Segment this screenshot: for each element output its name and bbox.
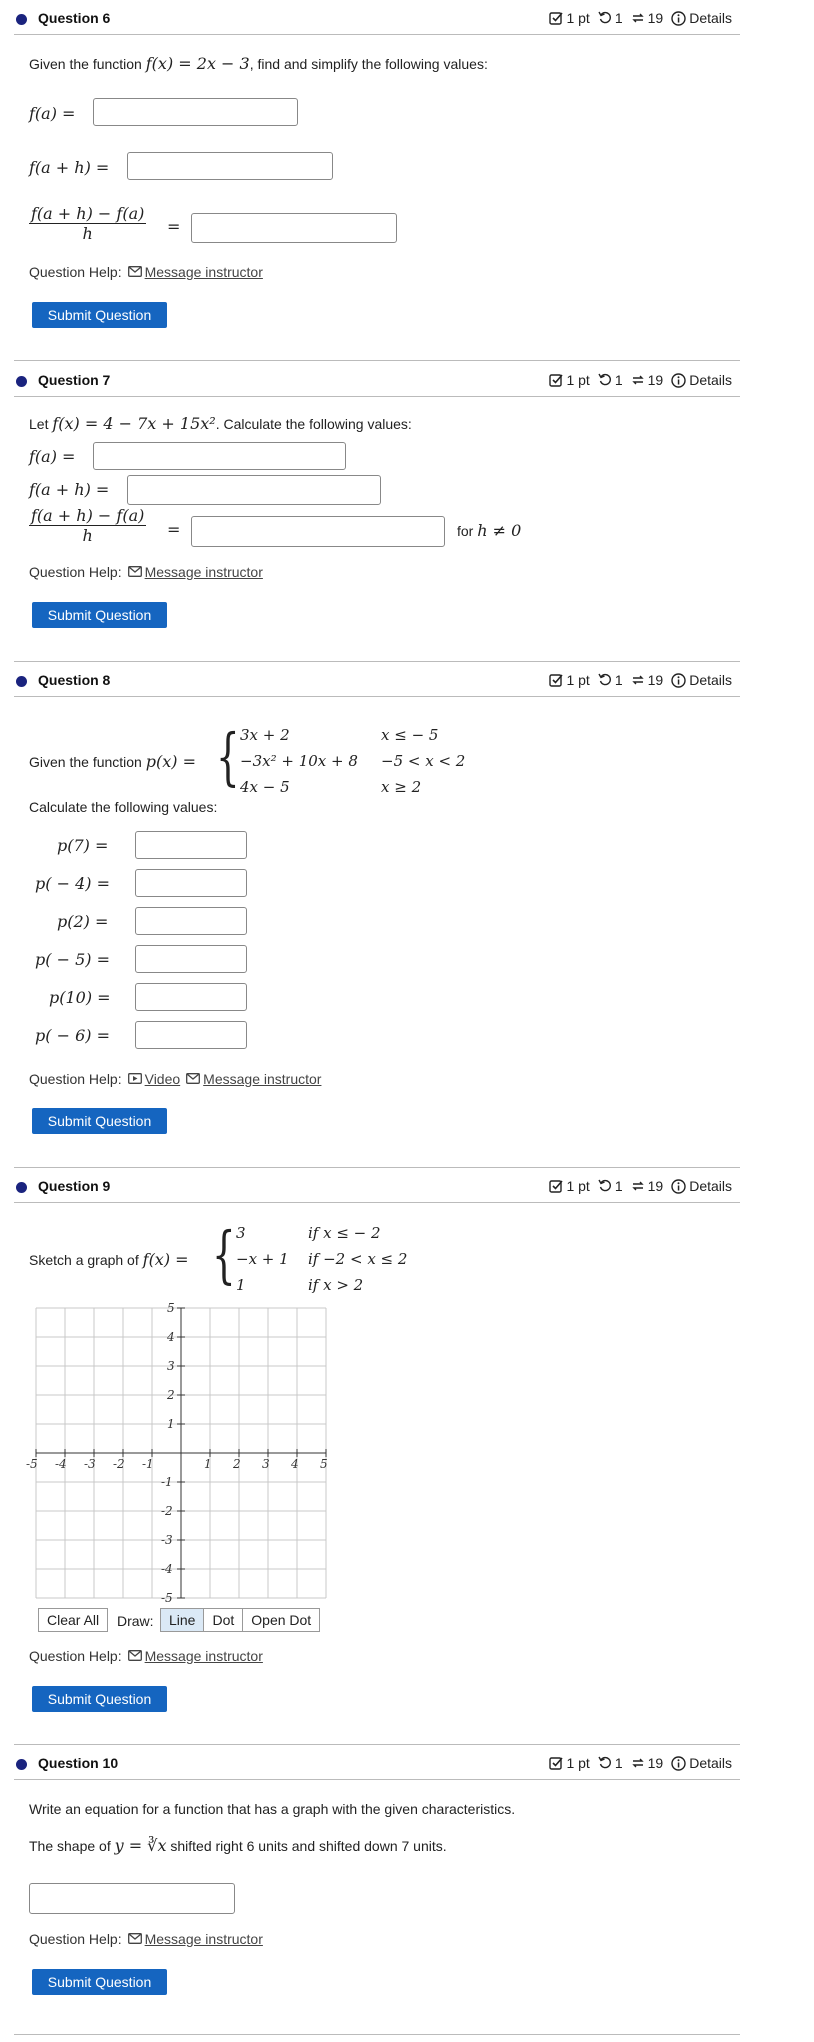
answer-input-difference-quotient[interactable] xyxy=(191,213,397,243)
answer-input-f-a-plus-h[interactable] xyxy=(127,475,381,505)
x-tick-label: -1 xyxy=(142,1457,154,1471)
message-instructor-link[interactable] xyxy=(128,264,263,280)
attempts-text: 19 xyxy=(647,372,664,388)
intro-text: Given the function xyxy=(29,56,142,72)
x-tick-label: 5 xyxy=(320,1457,328,1471)
attempts-icon xyxy=(631,673,645,687)
question-header xyxy=(14,668,740,697)
help-label: Question Help: xyxy=(29,1931,122,1947)
details-label: Details xyxy=(689,10,732,26)
question-intro xyxy=(29,54,488,73)
fraction-denominator: h xyxy=(82,526,93,545)
submit-question-button[interactable]: Submit Question xyxy=(32,1969,167,1995)
message-instructor-link[interactable] xyxy=(128,1648,263,1664)
details-label: Details xyxy=(689,372,732,388)
retries-text: 1 xyxy=(614,10,623,26)
question-help xyxy=(29,564,263,580)
question-intro xyxy=(29,414,412,433)
case-expr-2: −x + 1 xyxy=(236,1250,289,1268)
question-9 xyxy=(0,1174,740,1714)
question-title: Question 9 xyxy=(38,1178,111,1194)
help-label: Question Help: xyxy=(29,564,122,580)
envelope-icon xyxy=(128,564,142,580)
question-intro: Write an equation for a function that has a graph with the given characteristics. xyxy=(29,1801,516,1817)
question-help xyxy=(29,1648,263,1664)
status-dot-icon xyxy=(16,14,27,25)
question-6 xyxy=(0,6,740,336)
condition-prefix: for xyxy=(457,523,474,539)
submit-question-button[interactable]: Submit Question xyxy=(32,302,167,328)
case-cond-1: x ≤ − 5 xyxy=(381,726,439,744)
details-link[interactable] xyxy=(671,672,732,688)
intro-text: Given the function xyxy=(29,754,142,770)
y-tick-label: 5 xyxy=(167,1301,175,1315)
case-cond-2: −5 < x < 2 xyxy=(381,752,466,770)
question-meta xyxy=(549,672,732,688)
case-expr-2: −3x² + 10x + 8 xyxy=(240,752,358,770)
question-title: Question 10 xyxy=(38,1755,119,1771)
attempts-text: 19 xyxy=(647,1755,664,1771)
envelope-icon xyxy=(128,1648,142,1664)
shape-prefix: The shape of xyxy=(29,1838,111,1854)
x-tick-label: -4 xyxy=(55,1457,67,1471)
question-title: Question 7 xyxy=(38,372,111,388)
shape-function: y = ∛x xyxy=(114,1836,167,1855)
attempts-icon xyxy=(631,1179,645,1193)
label-f-a-plus-h: f(a + h) = xyxy=(29,480,110,499)
message-instructor-label: Message instructor xyxy=(144,1931,263,1947)
calc-instructions: Calculate the following values: xyxy=(29,799,218,815)
question-meta xyxy=(549,372,732,388)
question-header xyxy=(14,368,740,397)
message-instructor-label: Message instructor xyxy=(144,264,263,280)
message-instructor-label: Message instructor xyxy=(203,1071,322,1087)
video-label: Video xyxy=(144,1071,181,1087)
intro-text: Sketch a graph of xyxy=(29,1252,139,1268)
checkbox-icon xyxy=(549,11,563,25)
info-icon xyxy=(671,1756,686,1771)
intro-text-post: . Calculate the following values: xyxy=(215,416,412,432)
intro-text-post: , find and simplify the following values: xyxy=(249,56,488,72)
clear-all-button[interactable]: Clear All xyxy=(39,1609,107,1631)
question-8 xyxy=(0,668,740,1138)
question-help xyxy=(29,1071,321,1087)
submit-question-button[interactable]: Submit Question xyxy=(32,1108,167,1134)
points-text: 1 pt xyxy=(566,1755,590,1771)
answer-input-p-7[interactable] xyxy=(135,831,247,859)
question-title: Question 8 xyxy=(38,672,111,688)
answer-input-p-10[interactable] xyxy=(135,983,247,1011)
fraction-numerator: f(a + h) − f(a) xyxy=(31,506,145,525)
points-text: 1 pt xyxy=(566,372,590,388)
y-tick-label: 2 xyxy=(167,1388,175,1402)
answer-input-p-neg4[interactable] xyxy=(135,869,247,897)
case-expr-3: 4x − 5 xyxy=(240,778,290,796)
answer-input-f-a[interactable] xyxy=(93,98,298,126)
question-meta xyxy=(549,1178,732,1194)
question-header xyxy=(14,1751,740,1780)
draw-tools xyxy=(160,1608,320,1632)
points-text: 1 pt xyxy=(566,1178,590,1194)
tool-open-dot-button[interactable]: Open Dot xyxy=(243,1609,319,1631)
label-p-2: p(2) = xyxy=(57,912,109,931)
help-label: Question Help: xyxy=(29,1648,122,1664)
points-text: 1 pt xyxy=(566,672,590,688)
question-intro xyxy=(29,752,196,771)
details-label: Details xyxy=(689,1178,732,1194)
retry-icon xyxy=(598,1756,612,1770)
checkbox-icon xyxy=(549,1756,563,1770)
attempts-icon xyxy=(631,11,645,25)
attempts-text: 19 xyxy=(647,10,664,26)
label-p-neg5: p( − 5) = xyxy=(35,950,110,969)
shape-description xyxy=(29,1836,447,1855)
info-icon xyxy=(671,11,686,26)
info-icon xyxy=(671,373,686,388)
case-cond-3: if x > 2 xyxy=(308,1276,364,1294)
label-f-a: f(a) = xyxy=(29,447,76,466)
tool-line-button[interactable]: Line xyxy=(161,1609,204,1631)
label-p-7: p(7) = xyxy=(57,836,109,855)
divider xyxy=(14,661,740,662)
divider xyxy=(14,1744,740,1745)
retry-icon xyxy=(598,11,612,25)
condition-note xyxy=(457,521,521,540)
y-tick-label: -1 xyxy=(161,1475,173,1489)
x-tick-label: 2 xyxy=(233,1457,241,1471)
case-cond-3: x ≥ 2 xyxy=(381,778,422,796)
condition-expression: h ≠ 0 xyxy=(477,521,522,540)
y-tick-label: 3 xyxy=(167,1359,175,1373)
case-cond-1: if x ≤ − 2 xyxy=(308,1224,381,1242)
question-header xyxy=(14,6,740,35)
retries-text: 1 xyxy=(614,1178,623,1194)
fraction-numerator: f(a + h) − f(a) xyxy=(31,204,145,223)
x-tick-label: -5 xyxy=(26,1457,38,1471)
submit-question-button[interactable]: Submit Question xyxy=(32,1686,167,1712)
x-tick-label: 4 xyxy=(291,1457,299,1471)
status-dot-icon xyxy=(16,676,27,687)
details-link[interactable] xyxy=(671,372,732,388)
status-dot-icon xyxy=(16,376,27,387)
tool-dot-button[interactable]: Dot xyxy=(204,1609,243,1631)
x-tick-label: 3 xyxy=(262,1457,270,1471)
case-cond-2: if −2 < x ≤ 2 xyxy=(308,1250,408,1268)
label-f-a: f(a) = xyxy=(29,104,76,123)
x-tick-label: 1 xyxy=(204,1457,212,1471)
draw-label: Draw: xyxy=(117,1613,154,1629)
details-link[interactable] xyxy=(671,10,732,26)
y-tick-label: 4 xyxy=(167,1330,175,1344)
details-link[interactable] xyxy=(671,1755,732,1771)
answer-input-p-2[interactable] xyxy=(135,907,247,935)
details-label: Details xyxy=(689,672,732,688)
divider xyxy=(14,1167,740,1168)
label-p-10: p(10) = xyxy=(49,988,111,1007)
answer-input-f-a[interactable] xyxy=(93,442,346,470)
answer-input-difference-quotient[interactable] xyxy=(191,516,445,547)
function-name: f(x) = xyxy=(142,1250,189,1269)
graphing-canvas[interactable] xyxy=(26,1301,332,1605)
status-dot-icon xyxy=(16,1182,27,1193)
message-instructor-link[interactable] xyxy=(128,564,263,580)
divider xyxy=(14,2034,740,2035)
checkbox-icon xyxy=(549,1179,563,1193)
function-expression: f(x) = 4 − 7x + 15x² xyxy=(52,414,216,433)
question-header xyxy=(14,1174,740,1203)
retry-icon xyxy=(598,1179,612,1193)
answer-input-p-neg5[interactable] xyxy=(135,945,247,973)
answer-input-p-neg6[interactable] xyxy=(135,1021,247,1049)
question-help xyxy=(29,264,263,280)
answer-input-f-a-plus-h[interactable] xyxy=(127,152,333,180)
y-tick-label: -5 xyxy=(161,1591,173,1605)
question-7 xyxy=(0,368,740,638)
divider xyxy=(14,360,740,361)
y-tick-label: -2 xyxy=(161,1504,173,1518)
message-instructor-link[interactable] xyxy=(128,1931,263,1947)
details-label: Details xyxy=(689,1755,732,1771)
equals-sign: = xyxy=(167,520,181,539)
help-label: Question Help: xyxy=(29,264,122,280)
info-icon xyxy=(671,673,686,688)
retry-icon xyxy=(598,373,612,387)
message-instructor-link[interactable] xyxy=(186,1071,321,1087)
piecewise-brace: { xyxy=(212,1218,236,1291)
status-dot-icon xyxy=(16,1759,27,1770)
attempts-text: 19 xyxy=(647,672,664,688)
case-expr-1: 3x + 2 xyxy=(240,726,290,744)
envelope-icon xyxy=(186,1071,200,1087)
answer-input-equation[interactable] xyxy=(29,1883,235,1914)
question-meta xyxy=(549,10,732,26)
video-link[interactable] xyxy=(128,1071,181,1087)
attempts-icon xyxy=(631,373,645,387)
message-instructor-label: Message instructor xyxy=(144,564,263,580)
x-tick-label: -3 xyxy=(84,1457,96,1471)
case-expr-1: 3 xyxy=(236,1224,246,1242)
equals-sign: = xyxy=(167,217,181,236)
label-p-neg4: p( − 4) = xyxy=(35,874,110,893)
retries-text: 1 xyxy=(614,372,623,388)
difference-quotient xyxy=(29,204,146,243)
y-tick-label: 1 xyxy=(167,1417,175,1431)
retry-icon xyxy=(598,673,612,687)
envelope-icon xyxy=(128,1931,142,1947)
question-10 xyxy=(0,1751,740,2041)
points-text: 1 pt xyxy=(566,10,590,26)
envelope-icon xyxy=(128,264,142,280)
function-name: p(x) = xyxy=(145,752,196,771)
help-label: Question Help: xyxy=(29,1071,122,1087)
x-tick-label: -2 xyxy=(113,1457,125,1471)
fraction-denominator: h xyxy=(82,224,93,243)
attempts-text: 19 xyxy=(647,1178,664,1194)
graph-toolbar xyxy=(38,1608,108,1632)
piecewise-brace: { xyxy=(216,720,240,793)
y-tick-label: -4 xyxy=(161,1562,173,1576)
retries-text: 1 xyxy=(614,672,623,688)
info-icon xyxy=(671,1179,686,1194)
message-instructor-label: Message instructor xyxy=(144,1648,263,1664)
label-f-a-plus-h: f(a + h) = xyxy=(29,158,110,177)
question-meta xyxy=(549,1755,732,1771)
shape-suffix: shifted right 6 units and shifted down 7 units. xyxy=(170,1838,447,1854)
question-title: Question 6 xyxy=(38,10,111,26)
video-icon xyxy=(128,1071,142,1087)
details-link[interactable] xyxy=(671,1178,732,1194)
question-intro xyxy=(29,1250,189,1269)
difference-quotient xyxy=(29,506,146,545)
intro-text: Let xyxy=(29,416,49,432)
question-help xyxy=(29,1931,263,1947)
retries-text: 1 xyxy=(614,1755,623,1771)
function-expression: f(x) = 2x − 3 xyxy=(145,54,250,73)
y-tick-label: -3 xyxy=(161,1533,173,1547)
label-p-neg6: p( − 6) = xyxy=(35,1026,110,1045)
case-expr-3: 1 xyxy=(236,1276,246,1294)
checkbox-icon xyxy=(549,673,563,687)
checkbox-icon xyxy=(549,373,563,387)
attempts-icon xyxy=(631,1756,645,1770)
submit-question-button[interactable]: Submit Question xyxy=(32,602,167,628)
